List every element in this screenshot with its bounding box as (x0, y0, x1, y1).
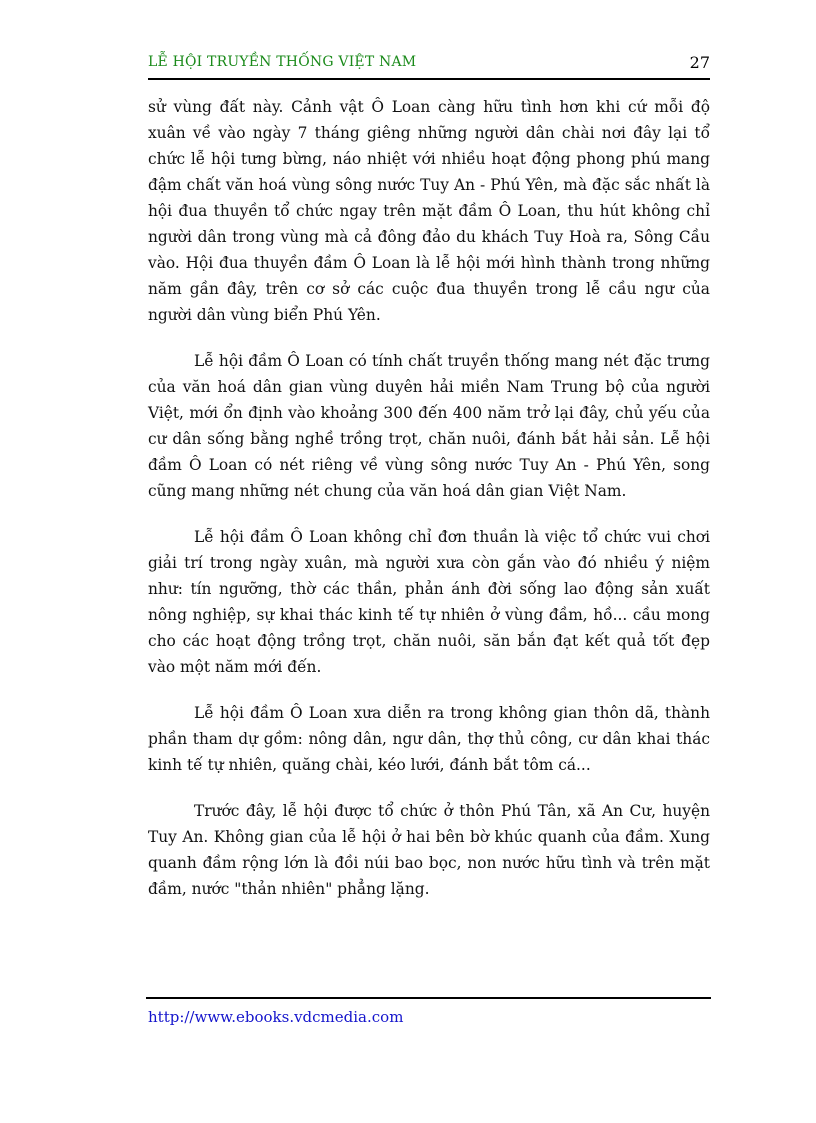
paragraph: Lễ hội đầm Ô Loan có tính chất truyền thống mang nét đặc trưng của văn hoá dân gian vùng duyên hải miền Nam Trung bộ của người Việt, mới ổn định vào khoảng 300 đến 400 năm trở lại đây, chủ yếu của cư dân sống bằng nghề trồng trọt, chăn nuôi, đánh bắt hải sản. Lễ hội đầm Ô Loan có nét riêng về vùng sông nước Tuy An - Phú Yên, song cũng mang những nét chung của văn hoá dân gian Việt Nam. (148, 352, 710, 500)
paragraph: Trước đây, lễ hội được tổ chức ở thôn Phú Tân, xã An Cư, huyện Tuy An. Không gian của lễ hội ở hai bên bờ khúc quanh của đầm. Xung quanh đầm rộng lớn là đồi núi bao bọc, non nước hữu tình và trên mặt đầm, nước "thản nhiên" phẳng lặng. (148, 802, 710, 898)
page-number: 27 (689, 53, 710, 72)
running-title: LỄ HỘI TRUYỀN THỐNG VIỆT NAM (148, 54, 417, 70)
body-text (148, 94, 710, 922)
footer-divider (146, 997, 711, 999)
paragraph: Lễ hội đầm Ô Loan không chỉ đơn thuần là việc tổ chức vui chơi giải trí trong ngày xuân, mà người xưa còn gắn vào đó nhiều ý niệm như: tín ngưỡng, thờ các thần, phản ánh đời sống lao động sản xuất nông nghiệp, sự khai thác kinh tế tự nhiên ở vùng đầm, hồ... cầu mong cho các hoạt động trồng trọt, chăn nuôi, săn bắn đạt kết quả tốt đẹp vào một năm mới đến. (148, 528, 710, 676)
paragraph-continuation: sử vùng đất này. Cảnh vật Ô Loan càng hữu tình hơn khi cứ mỗi độ xuân về vào ngày 7 tháng giêng những người dân chài nơi đây lại tổ chức lễ hội tưng bừng, náo nhiệt với nhiều hoạt động phong phú mang đậm chất văn hoá vùng sông nước Tuy An - Phú Yên, mà đặc sắc nhất là hội đua thuyền tổ chức ngay trên mặt đầm Ô Loan, thu hút không chỉ người dân trong vùng mà cả đông đảo du khách Tuy Hoà ra, Sông Cầu vào. Hội đua thuyền đầm Ô Loan là lễ hội mới hình thành trong những năm gần đây, trên cơ sở các cuộc đua thuyền trong lễ cầu ngư của người dân vùng biển Phú Yên. (148, 98, 710, 324)
page-header (148, 52, 710, 80)
footer-url-link[interactable]: http://www.ebooks.vdcmedia.com (148, 1008, 404, 1026)
paragraph: Lễ hội đầm Ô Loan xưa diễn ra trong không gian thôn dã, thành phần tham dự gồm: nông dân, ngư dân, thợ thủ công, cư dân khai thác kinh tế tự nhiên, quăng chài, kéo lưới, đánh bắt tôm cá... (148, 704, 710, 774)
